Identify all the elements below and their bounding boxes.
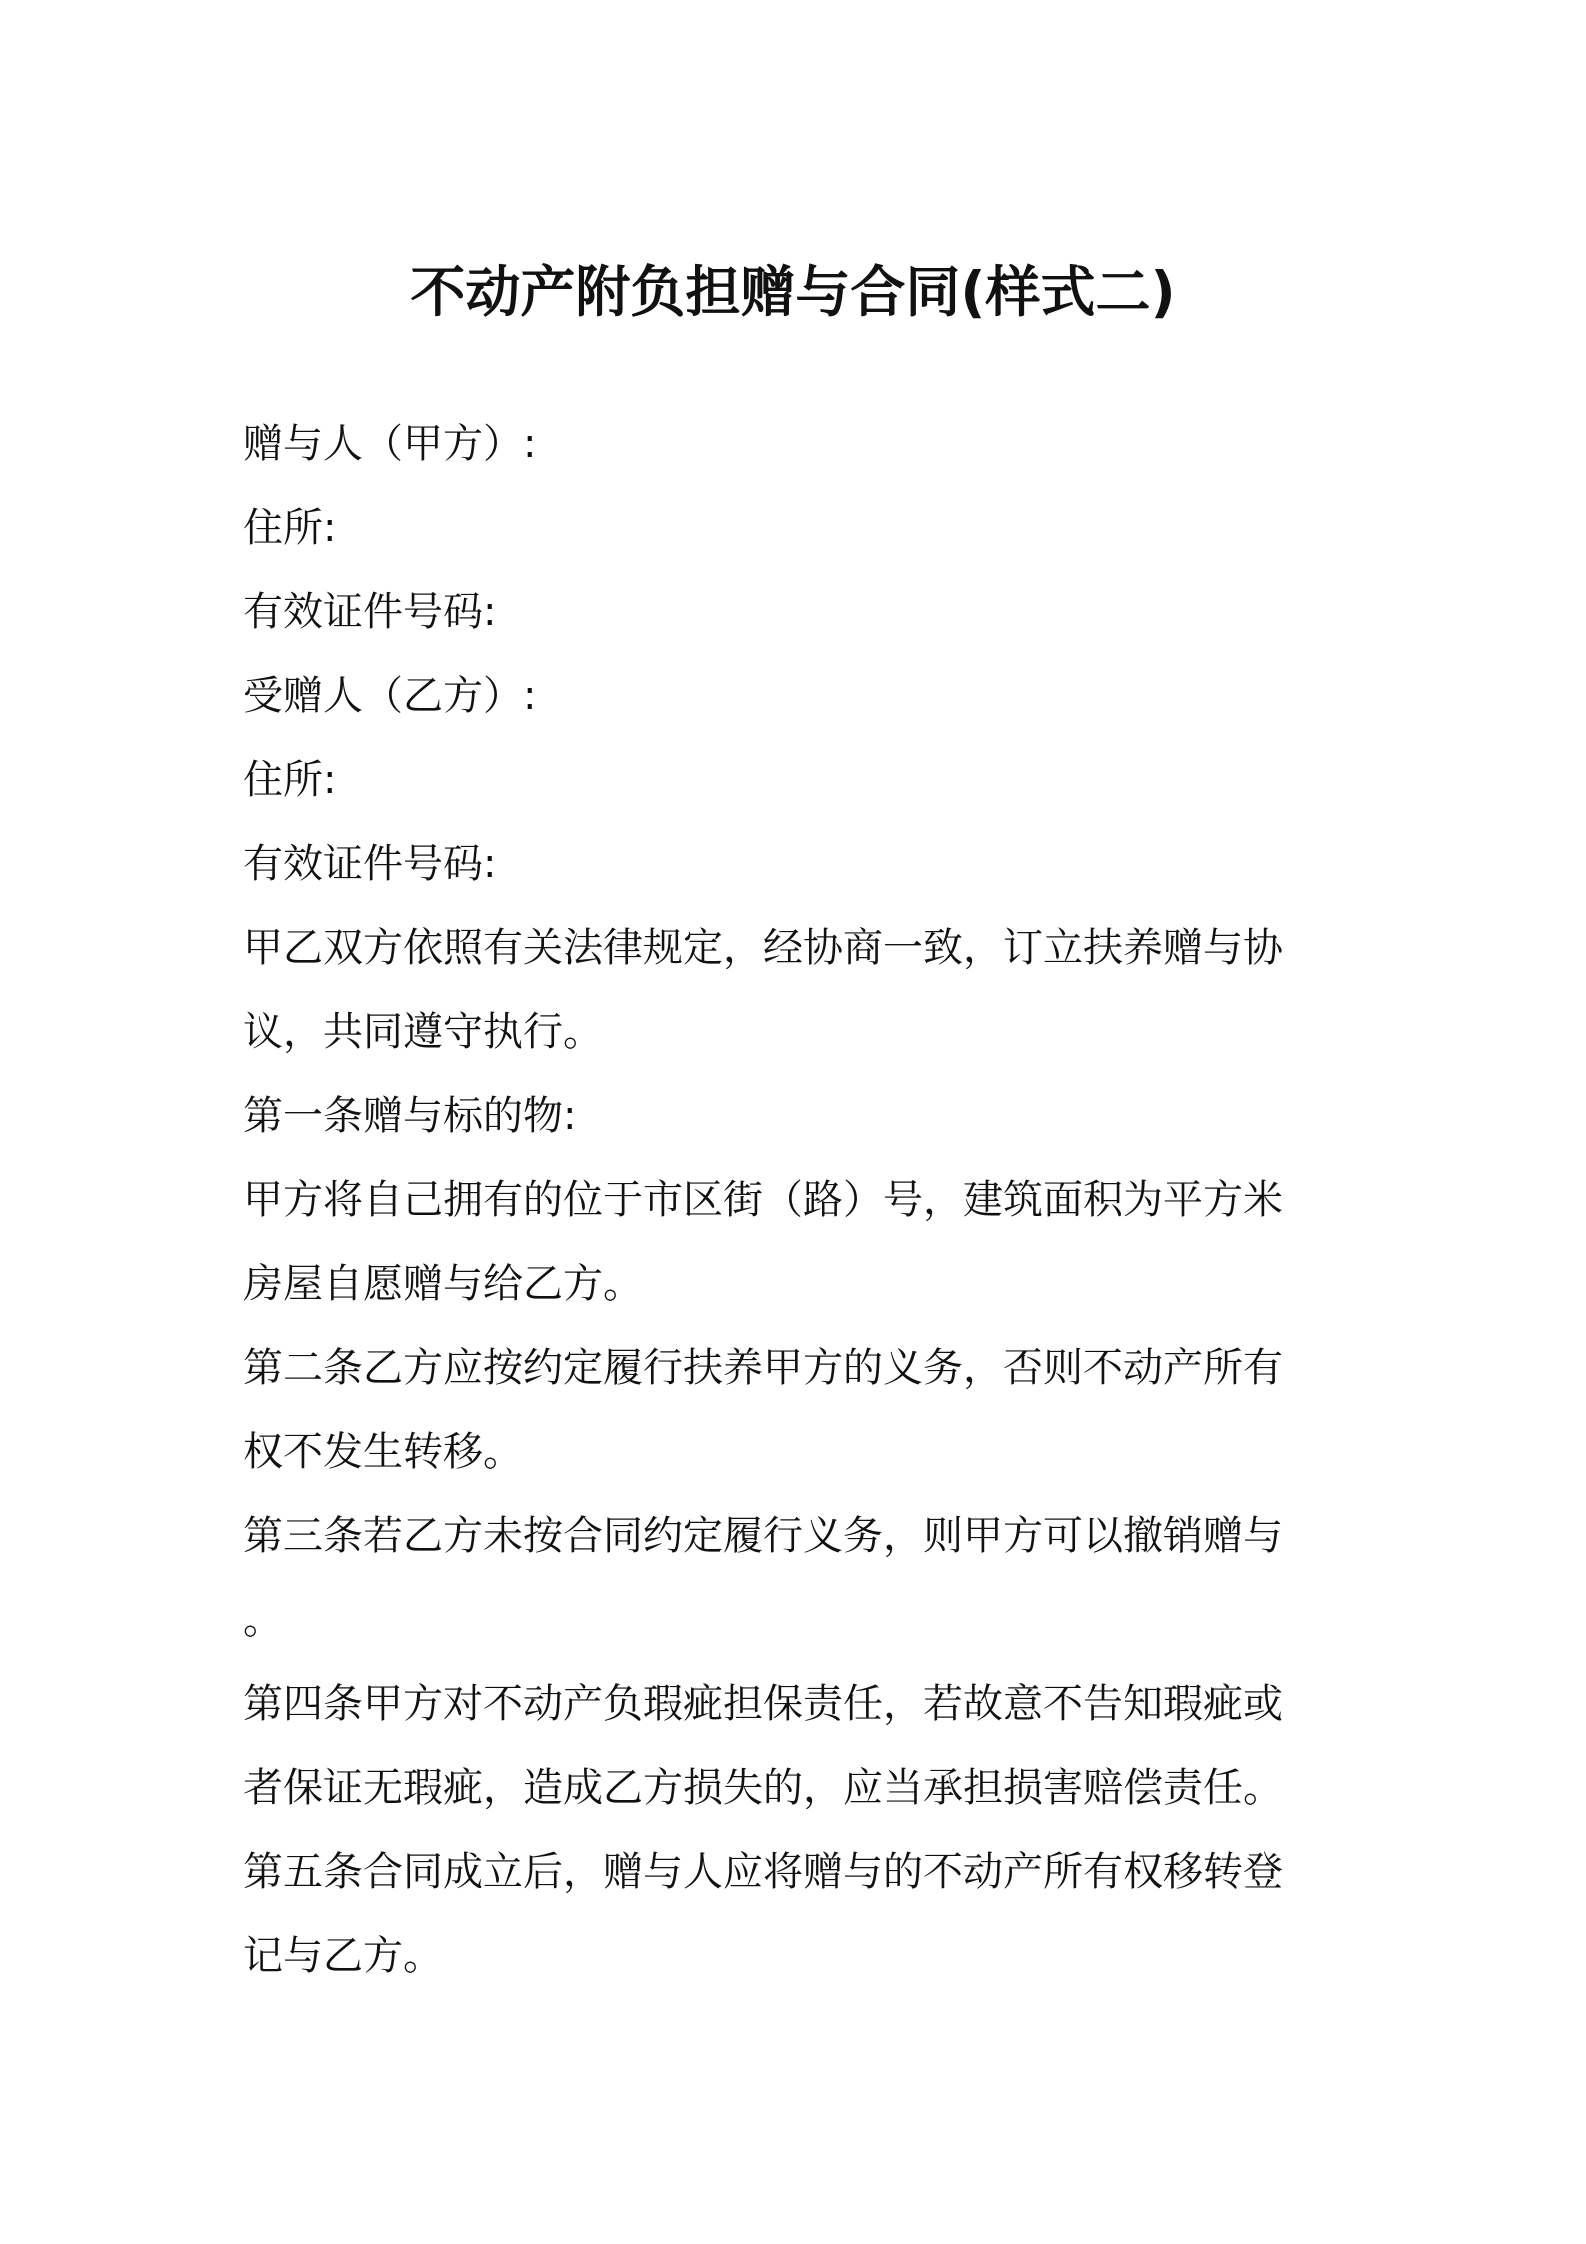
preamble-line-1: 甲乙双方依照有关法律规定，经协商一致，订立扶养赠与协 <box>243 925 1283 971</box>
article-2-line-2: 权不发生转移。 <box>243 1429 523 1475</box>
donor-address-label: 住所: <box>243 505 337 551</box>
preamble-line-2: 议，共同遵守执行。 <box>243 1009 603 1055</box>
article-1-heading: 第一条赠与标的物: <box>243 1093 577 1139</box>
document-body <box>243 402 1358 1998</box>
donee-id-label: 有效证件号码: <box>243 841 497 887</box>
article-2-line-1: 第二条乙方应按约定履行扶养甲方的义务，否则不动产所有 <box>243 1345 1283 1391</box>
article-3-line-2: 。 <box>243 1597 283 1643</box>
article-4-line-1: 第四条甲方对不动产负瑕疵担保责任，若故意不告知瑕疵或 <box>243 1681 1283 1727</box>
donor-id-label: 有效证件号码: <box>243 589 497 635</box>
donee-address-label: 住所: <box>243 757 337 803</box>
article-5-line-1: 第五条合同成立后，赠与人应将赠与的不动产所有权移转登 <box>243 1849 1283 1895</box>
document-title: 不动产附负担赠与合同(样式二) <box>410 260 1176 324</box>
article-1-line-2: 房屋自愿赠与给乙方。 <box>243 1261 643 1307</box>
article-4-line-2: 者保证无瑕疵，造成乙方损失的，应当承担损害赔偿责任。 <box>243 1765 1283 1811</box>
article-1-line-1: 甲方将自己拥有的位于市区街（路）号，建筑面积为平方米 <box>243 1177 1283 1223</box>
article-5-line-2: 记与乙方。 <box>243 1933 443 1979</box>
donor-label: 赠与人（甲方）: <box>243 421 537 467</box>
article-3-line-1: 第三条若乙方未按合同约定履行义务，则甲方可以撤销赠与 <box>243 1513 1283 1559</box>
donee-label: 受赠人（乙方）: <box>243 673 537 719</box>
